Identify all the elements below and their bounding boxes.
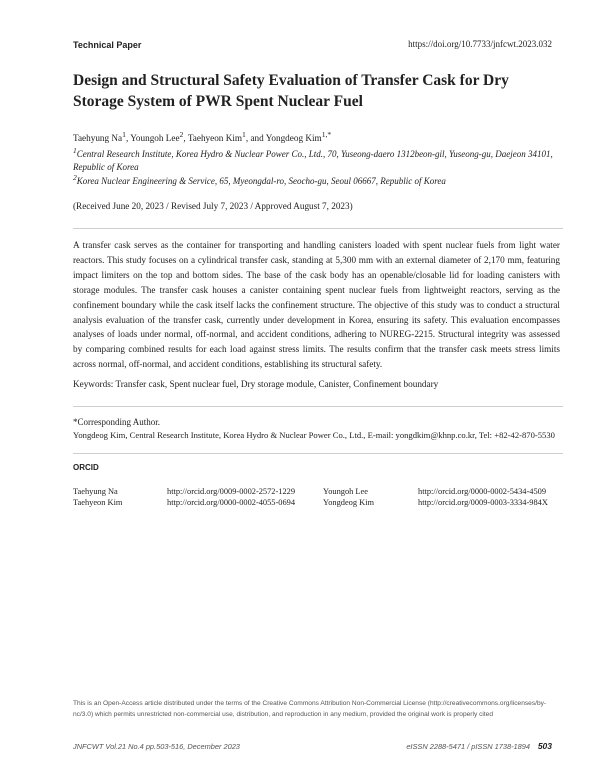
- affiliation-sup: 1: [73, 146, 77, 155]
- author-list: [73, 130, 331, 143]
- orcid-author-name: Taehyung Na: [73, 487, 118, 496]
- orcid-link[interactable]: http://orcid.org/0009-0003-3334-984X: [418, 498, 548, 507]
- author-name: Yongdeog Kim: [265, 133, 322, 144]
- received-dates: (Received June 20, 2023 / Revised July 7, 2023 / Approved August 7, 2023): [73, 201, 353, 211]
- affiliation-text: Korea Nuclear Engineering & Service, 65, Myeongdal-ro, Seocho-gu, Seoul 06667, Republic of Korea: [76, 176, 446, 186]
- issn: eISSN 2288-5471 / pISSN 1738-1894: [406, 742, 530, 751]
- orcid-link[interactable]: http://orcid.org/0000-0002-4055-0694: [167, 498, 296, 507]
- license-notice: This is an Open-Access article distributed under the terms of the Creative Commons Attribution Non-Commercial License (http://creativecommons.org/licenses/by-nc/3.0) which permits unrestricted non-commercial use, distribution, and reproduction in any medium, provided the original work is properly cited: [73, 700, 547, 718]
- orcid-link[interactable]: http://orcid.org/0009-0002-2572-1229: [167, 487, 296, 496]
- author-affiliation-sup: 2: [179, 130, 184, 139]
- article-type-label: Technical Paper: [73, 40, 142, 50]
- page-number: 503: [537, 741, 552, 751]
- divider: [73, 228, 563, 229]
- affiliation-text: Central Research Institute, Korea Hydro & Nuclear Power Co., Ltd., 70, Yuseong-daero 1312beon-gil, Yuseong-gu, Daejeon 34101, Republic of Korea: [73, 149, 553, 172]
- divider: [73, 453, 563, 454]
- author-affiliation-sup: 1: [122, 130, 126, 139]
- author-name: Taehyung Na: [73, 133, 123, 144]
- orcid-link[interactable]: http://orcid.org/0000-0002-5434-4509: [418, 487, 547, 496]
- journal-citation: JNFCWT Vol.21 No.4 pp.503-516, December 2023: [73, 742, 240, 751]
- affiliation-1: [73, 144, 563, 174]
- paper-title: Design and Structural Safety Evaluation of Transfer Cask for Dry Storage System of PWR Spent Nuclear Fuel: [73, 72, 509, 110]
- author-name: Youngoh Lee: [130, 133, 180, 144]
- author-separator: , and: [245, 133, 266, 144]
- abstract: A transfer cask serves as the container for transporting and handling canisters loaded with spent nuclear fuels from light water reactors. This study focuses on a cylindrical transfer cask, standing at 5,300 mm with an external diameter of 2,170 mm, featuring impact limiters on the top and bottom sides. The base of the cask body has an openable/closable lid for loading canisters with storage modules. The transfer cask houses a canister containing spent nuclear fuels from lightweight reactors, serving as the confinement boundary while the cask itself lacks the confinement structure. The objective of this study was to conduct a structural analysis evaluation of the transfer cask, currently under development in Korea, ensuring its safety. This evaluation encompasses analyses of loads under normal, off-normal, and accident conditions, adhering to NUREG-2215. Structural integrity was assessed by comparing combined results for each load against stress limits. The results confirm that the transfer cask meets stress limits across normal, off-normal, and accident conditions, establishing its structural safety.: [73, 240, 560, 370]
- divider: [73, 406, 563, 407]
- author-separator: ,: [125, 133, 131, 144]
- orcid-heading: ORCID: [73, 463, 99, 472]
- affiliation-2: [73, 171, 563, 188]
- corresponding-author-label: *Corresponding Author.: [73, 417, 160, 427]
- affiliation-sup: 2: [73, 173, 77, 182]
- doi-link[interactable]: https://doi.org/10.7733/jnfcwt.2023.032: [408, 39, 552, 49]
- orcid-author-name: Taehyeon Kim: [73, 498, 123, 507]
- author-affiliation-sup: 1,*: [321, 130, 332, 139]
- corresponding-author-details: Yongdeog Kim, Central Research Institute, Korea Hydro & Nuclear Power Co., Ltd., E-mail: yongdkim@khnp.co.kr, Tel: +82-42-870-5530: [73, 430, 555, 440]
- author-separator: ,: [183, 133, 188, 144]
- orcid-author-name: Yongdeog Kim: [323, 498, 375, 507]
- keywords: Keywords: Transfer cask, Spent nuclear fuel, Dry storage module, Canister, Confinement boundary: [73, 379, 439, 389]
- orcid-author-name: Youngoh Lee: [323, 487, 368, 496]
- author-affiliation-sup: 1: [242, 130, 246, 139]
- author-name: Taehyeon Kim: [187, 133, 243, 144]
